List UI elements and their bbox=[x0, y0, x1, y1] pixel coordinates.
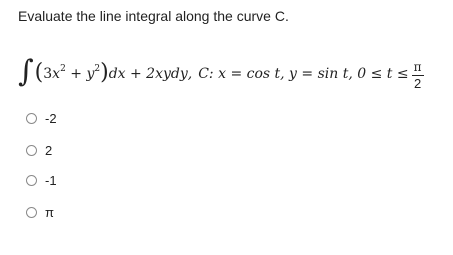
var-x: x bbox=[52, 66, 61, 82]
coefficient-3: 3 bbox=[43, 66, 53, 82]
option-label: 2 bbox=[45, 142, 53, 158]
answer-option[interactable] bbox=[26, 142, 52, 158]
radio-button[interactable] bbox=[26, 175, 37, 186]
integral-equation bbox=[18, 52, 424, 96]
radio-button[interactable] bbox=[26, 145, 37, 156]
fraction-denominator: 2 bbox=[413, 75, 422, 91]
fraction-numerator: π bbox=[413, 59, 422, 74]
upper-limit-fraction bbox=[412, 60, 424, 91]
integral-sign: ∫ bbox=[18, 54, 34, 89]
var-y: y bbox=[86, 66, 95, 82]
open-paren: ( bbox=[34, 60, 44, 85]
answer-option[interactable] bbox=[26, 110, 57, 126]
exponent-y: 2 bbox=[94, 64, 101, 74]
question-prompt: Evaluate the line integral along the curve C. bbox=[18, 8, 289, 24]
plus-sign: + bbox=[65, 66, 87, 82]
option-label: -1 bbox=[45, 172, 57, 188]
comma: , bbox=[187, 66, 193, 82]
close-paren: ) bbox=[100, 60, 109, 85]
differential-terms: dx + 2xydy bbox=[108, 66, 188, 82]
answer-option[interactable] bbox=[26, 172, 57, 188]
exponent-x: 2 bbox=[60, 64, 66, 74]
integrand bbox=[43, 66, 100, 82]
option-label: -2 bbox=[45, 110, 57, 126]
option-label: π bbox=[45, 204, 54, 220]
answer-option[interactable] bbox=[26, 204, 54, 220]
radio-button[interactable] bbox=[26, 113, 37, 124]
radio-button[interactable] bbox=[26, 207, 37, 218]
curve-definition: C: x = cos t, y = sin t, 0 ≤ t ≤ bbox=[198, 66, 409, 82]
